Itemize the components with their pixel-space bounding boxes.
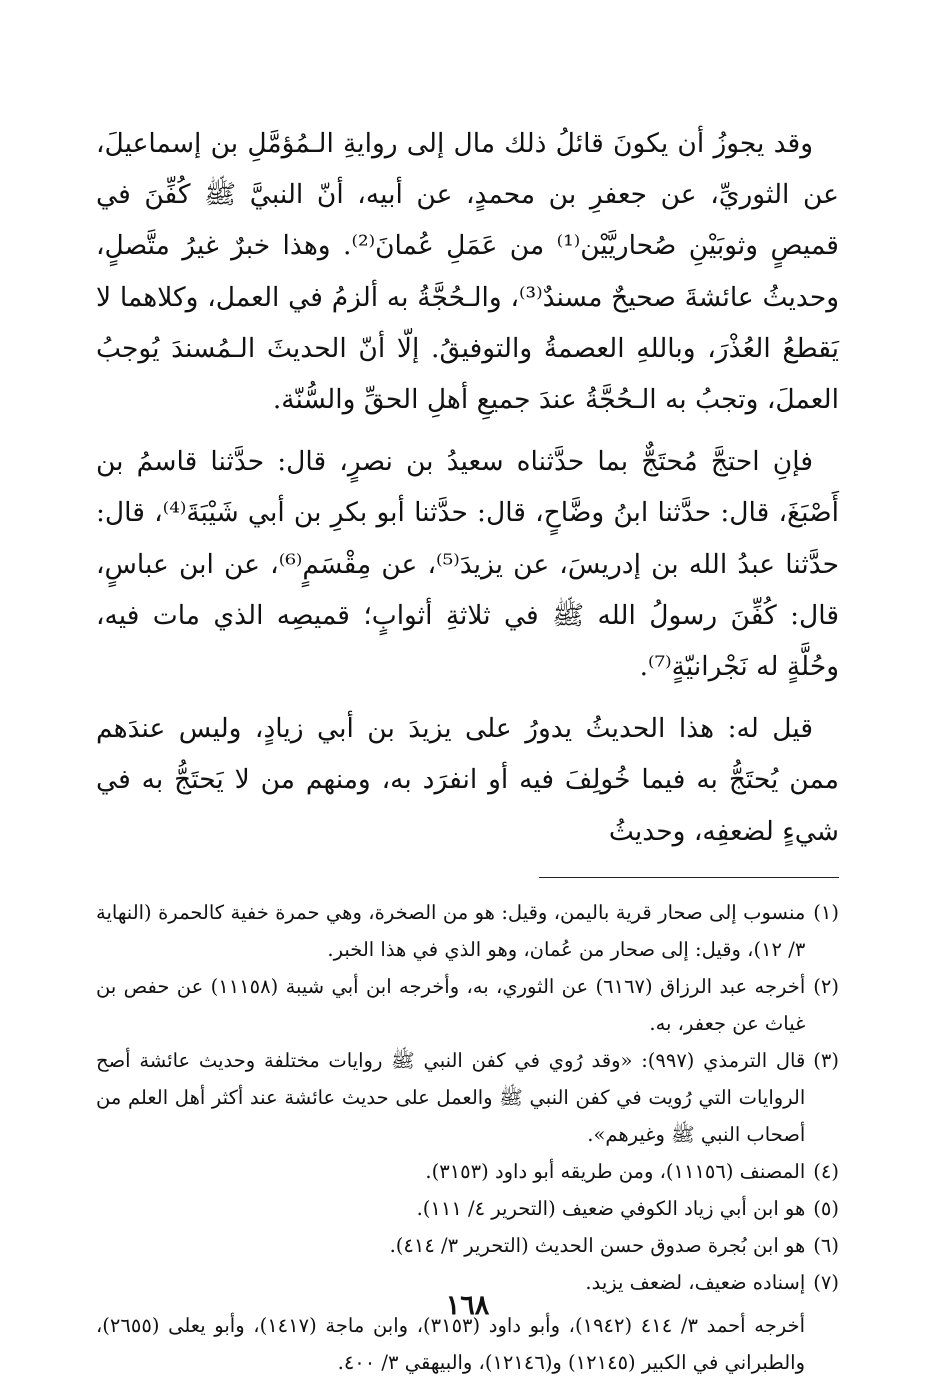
footnote-text: هو ابن بُجرة صدوق حسن الحديث (التحرير ٣/ ٤١٤). bbox=[389, 1233, 806, 1257]
footnote-3 bbox=[96, 1042, 839, 1153]
footnote-number: (٣) bbox=[813, 1048, 839, 1072]
footnote-number: (٤) bbox=[813, 1159, 839, 1183]
footnote-text: المصنف (١١١٥٦)، ومن طريقه أبو داود (٣١٥٣). bbox=[425, 1159, 806, 1183]
main-text bbox=[96, 118, 839, 857]
footnote-text: قال الترمذي (٩٩٧): «وقد رُوي في كفن النبي ﷺ روايات مختلفة وحديث عائشة أصح الروايات التي رُويت في كفن النبي ﷺ والعمل على حديث عائشة عند أكثر أهل العلم من أصحاب النبي ﷺ وغيرهم». bbox=[96, 1048, 806, 1146]
footnote-text: أخرجه عبد الرزاق (٦١٦٧) عن الثوري، به، وأخرجه ابن أبي شيبة (١١١٥٨) عن حفص بن غياث عن جعفر، به. bbox=[96, 974, 806, 1035]
footnote-number: (٦) bbox=[813, 1233, 839, 1257]
footnote-4 bbox=[96, 1153, 839, 1190]
paragraph-2: فإنِ احتجَّ مُحتَجٌّ بما حدَّثناه سعيدُ بن نصرٍ، قال: حدَّثنا قاسمُ بن أَصْبَغَ، قال: حدَّثنا ابنُ وضَّاحٍ، قال: حدَّثنا أبو بكرِ بن أبي شَيْبَةَ⁽⁴⁾، قال: حدَّثنا عبدُ الله بن إدريسَ، عن يزيدَ⁽⁵⁾، عن مِقْسَمٍ⁽⁶⁾، عن ابن عباسٍ، قال: كُفِّنَ رسولُ الله ﷺ في ثلاثةِ أثوابٍ؛ قميصِه الذي مات فيه، وحُلَّةٍ له نَجْرانيّةٍ⁽⁷⁾. bbox=[96, 446, 839, 683]
footnote-1 bbox=[96, 894, 839, 968]
page-number: ١٦٨ bbox=[445, 1290, 490, 1321]
footnote-text: هو ابن أبي زياد الكوفي ضعيف (التحرير ٤/ ١١١). bbox=[416, 1196, 806, 1220]
footnote-number: (١) bbox=[813, 900, 839, 924]
footnote-separator bbox=[539, 877, 839, 878]
footnote-7-continuation: أخرجه أحمد ٣/ ٤١٤ (١٩٤٢)، وأبو داود (٣١٥٣)، وابن ماجة (١٤١٧)، وأبو يعلى (٢٦٥٥)، والطبراني في الكبير (١٢١٤٥) و(١٢١٤٦)، والبيهقي ٣/ ٤٠٠. bbox=[96, 1313, 805, 1374]
paragraph-1: وقد يجوزُ أن يكونَ قائلُ ذلك مال إلى روايةِ الـمُؤمَّلِ بن إسماعيلَ، عن الثوريِّ، عن جعفرِ بن محمدٍ، عن أبيه، أنّ النبيَّ ﷺ كُفِّنَ في قميصٍ وثوبَيْنِ صُحاريَّيْن⁽¹⁾ من عَمَلِ عُمانَ⁽²⁾. وهذا خبرٌ غيرُ متَّصلٍ، وحديثُ عائشةَ صحيحٌ مسندٌ⁽³⁾، والـحُجَّةُ به ألزمُ في العمل، وكلاهما لا يَقطعُ العُذْرَ، وباللهِ العصمةُ والتوفيقُ. إلّا أنّ الحديثَ الـمُسندَ يُوجبُ العملَ، وتجبُ به الـحُجَّةُ عندَ جميعِ أهلِ الحقِّ والسُّنّة. bbox=[96, 128, 839, 416]
footnote-number: (٧) bbox=[813, 1270, 839, 1294]
footnote-2 bbox=[96, 968, 839, 1042]
footnote-text: إسناده ضعيف، لضعف يزيد. bbox=[585, 1270, 806, 1294]
paragraph-3: قيل له: هذا الحديثُ يدورُ على يزيدَ بن أبي زيادٍ، وليس عندَهم ممن يُحتَجُّ به فيما خُولِفَ فيه أو انفرَد به، ومنهم من لا يَحتَجُّ به في شيءٍ لضعفِه، وحديثُ bbox=[96, 713, 839, 847]
footnote-number: (٢) bbox=[813, 974, 839, 998]
footnote-text: منسوب إلى صحار قرية باليمن، وقيل: هو من الصخرة، وهي حمرة خفية كالحمرة (النهاية ٣/ ١٢)، وقيل: إلى صحار من عُمان، وهو الذي في هذا الخبر. bbox=[96, 900, 806, 961]
footnote-6 bbox=[96, 1227, 839, 1264]
footnote-number: (٥) bbox=[813, 1196, 839, 1220]
footnote-5 bbox=[96, 1190, 839, 1227]
